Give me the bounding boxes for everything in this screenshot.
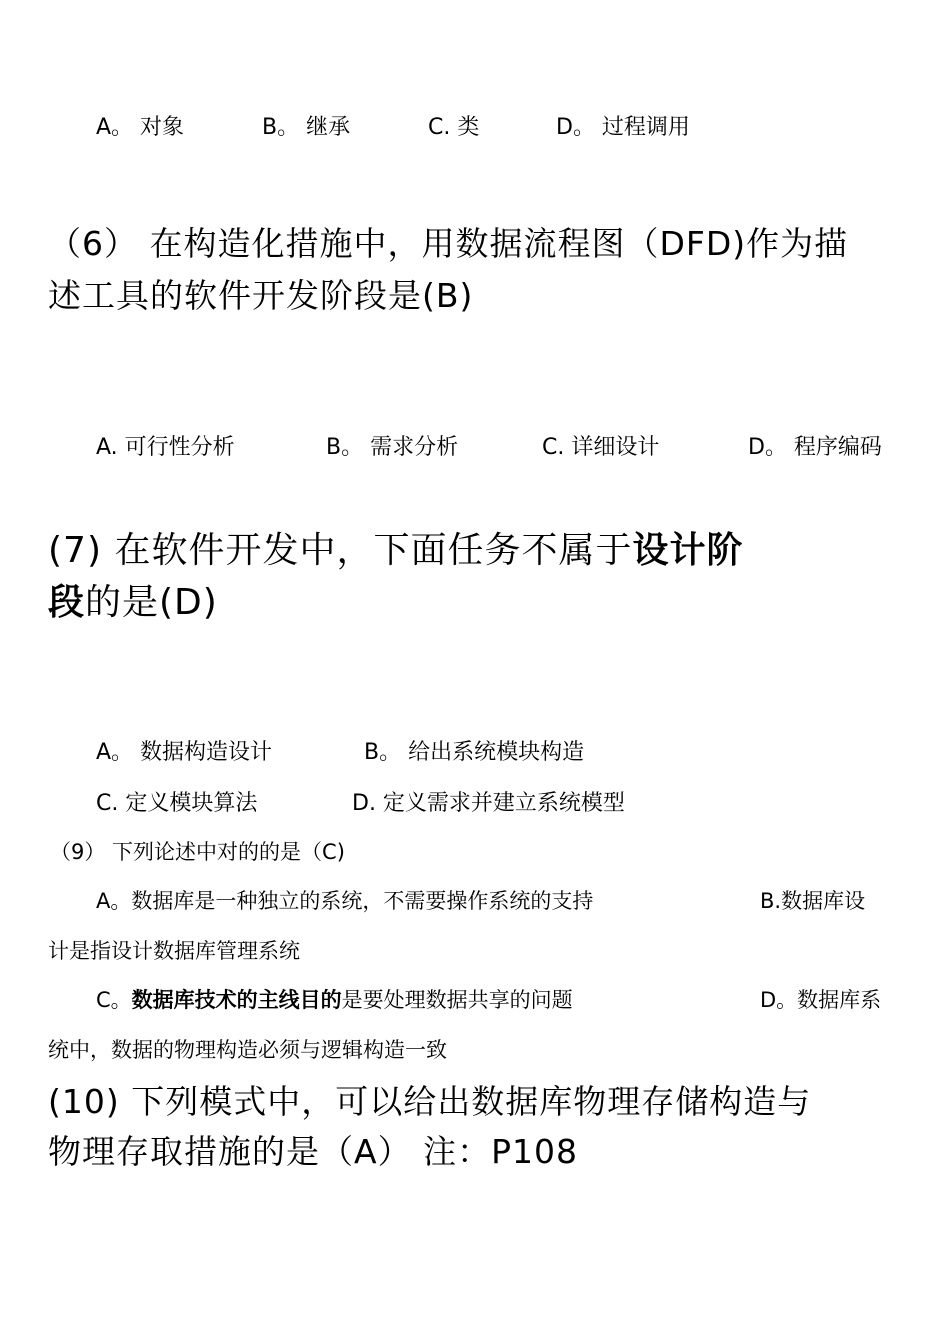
q7-options-row1	[0, 735, 950, 765]
q6-options	[0, 430, 950, 460]
q9-option-b: B.数据库设	[760, 889, 866, 913]
q7-stem-text: (7) 在软件开发中，下面任务不属于	[48, 530, 633, 571]
q6-stem-line1: （6） 在构造化措施中，用数据流程图（DFD)作为描	[48, 224, 849, 263]
q7-option-b: B。 给出系统模块构造	[364, 740, 585, 765]
q9-option-c-emphasis: 数据库技术的主线目的	[131, 988, 342, 1012]
q5-option-b: B。 继承	[262, 115, 351, 140]
q6-option-a: A. 可行性分析	[96, 435, 235, 460]
q7-option-c: C. 定义模块算法	[96, 791, 258, 816]
q9-option-c-text: 是要处理数据共享的问题	[341, 988, 573, 1012]
q6-option-b: B。 需求分析	[326, 435, 459, 460]
q7-emphasis: 设计阶	[632, 530, 744, 571]
q10-stem-line1: (10) 下列模式中，可以给出数据库物理存储构造与	[48, 1082, 812, 1121]
q9-stem: （9） 下列论述中对的的是（C)	[50, 840, 345, 864]
q7-option-d: D. 定义需求并建立系统模型	[352, 791, 625, 816]
q7-options-row2	[0, 786, 950, 816]
q6-stem-line2: 述工具的软件开发阶段是(B)	[48, 276, 474, 315]
q9-option-c	[96, 984, 573, 1014]
q9-row-ab	[0, 885, 950, 915]
q9-option-b-cont: 计是指设计数据库管理系统	[48, 939, 300, 963]
q9-option-d: D。数据库系	[760, 988, 882, 1012]
q5-option-c: C. 类	[428, 115, 480, 140]
q10-stem-line2: 物理存取措施的是（A） 注：P108	[48, 1132, 578, 1171]
q9-option-c-label: C。	[96, 988, 132, 1012]
q5-option-d: D。 过程调用	[556, 115, 690, 140]
q7-stem-line2	[48, 574, 218, 625]
q9-row-cd	[0, 984, 950, 1014]
q7-stem-line1	[48, 522, 743, 573]
q7-option-a: A。 数据构造设计	[96, 740, 273, 765]
q9-option-d-cont: 统中，数据的物理构造必须与逻辑构造一致	[48, 1038, 447, 1062]
q5-options	[0, 110, 950, 140]
q7-stem-text-cont: 的是(D)	[85, 582, 218, 623]
q7-emphasis-cont: 段	[48, 582, 86, 623]
q6-option-c: C. 详细设计	[542, 435, 660, 460]
q6-option-d: D。 程序编码	[748, 435, 882, 460]
q5-option-a: A。 对象	[96, 115, 185, 140]
q9-option-a: A。数据库是一种独立的系统，不需要操作系统的支持	[96, 889, 594, 913]
